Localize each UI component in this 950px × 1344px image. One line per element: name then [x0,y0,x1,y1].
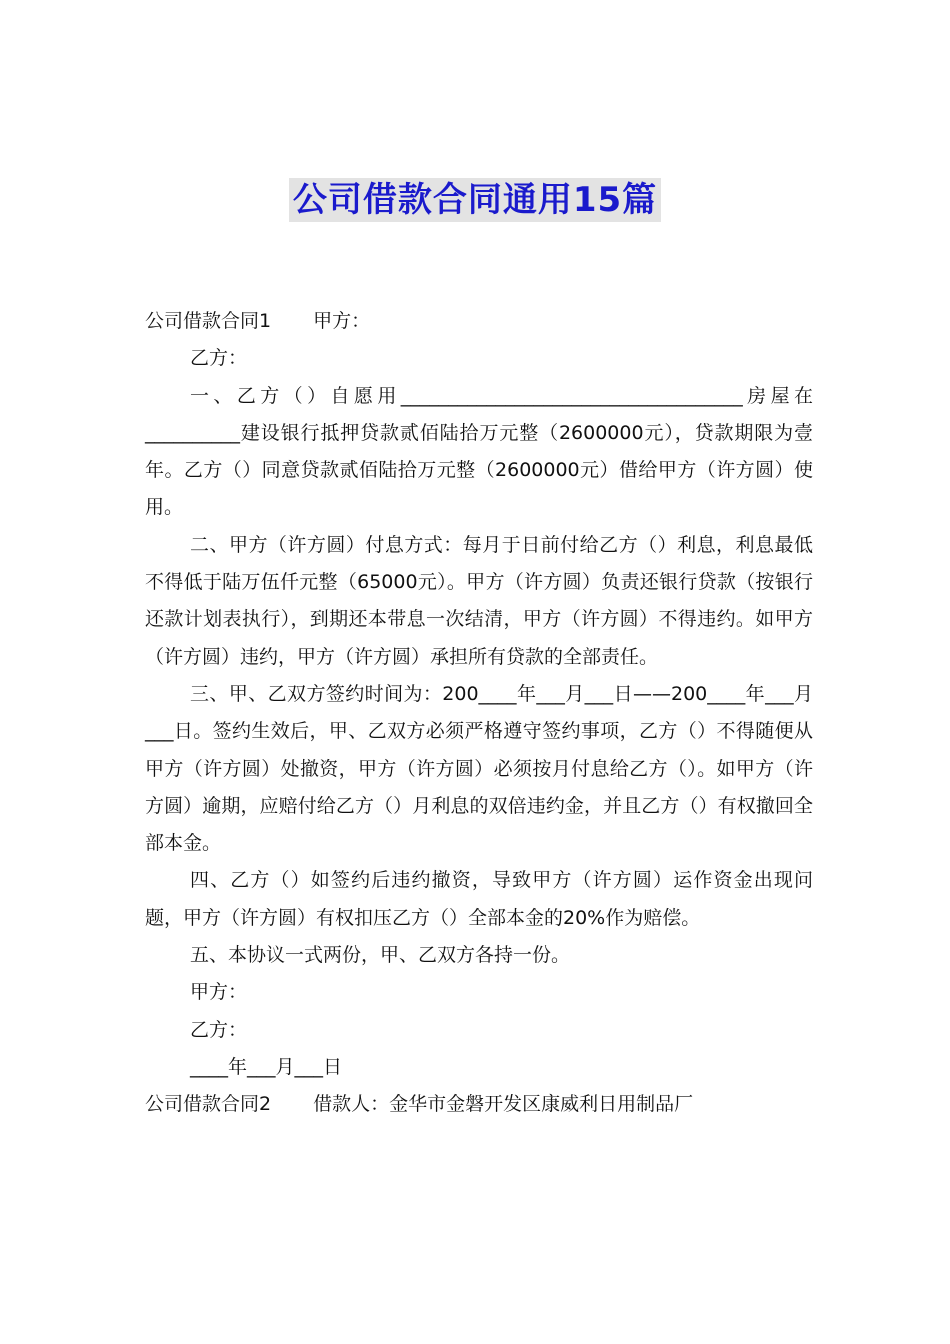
contract1-heading-line [145,303,813,340]
signature-party-b: 乙方： [190,1018,248,1041]
contract2-borrower: 借款人：金华市金磐开发区康威利日用制品厂 [313,1093,694,1116]
clause-3: 三、甲、乙双方签约时间为：200____年___月___日——200____年___月___日。签约生效后，甲、乙双方必须严格遵守签约事项，乙方（）不得随便从甲方（许方圆）处撤资，甲方（许方圆）必须按月付息给乙方（）。如甲方（许方圆）逾期，应赔付给乙方（）月利息的双倍违约金，并且乙方（）有权撤回全部本金。 [145,682,813,855]
document-body [145,303,813,1124]
contract2-heading-line [145,1086,813,1123]
contract1-heading: 公司借款合同1 [145,310,272,332]
contract2-heading: 公司借款合同2 [145,1093,272,1116]
signature-date: ____年___月___日 [190,1055,343,1078]
party-a-label: 甲方： [313,310,371,332]
clause-4: 四、乙方（）如签约后违约撤资，导致甲方（许方圆）运作资金出现问题，甲方（许方圆）有权扣压乙方（）全部本金的20%作为赔偿。 [145,869,813,929]
party-b-label: 乙方： [190,347,248,370]
document-title: 公司借款合同通用15篇 [289,178,661,222]
clause-1: 一、乙方（）自愿用____________________________________房屋在__________建设银行抵押贷款贰佰陆拾万元整（2600000元），贷款期限为壹年。乙方（）同意贷款贰佰陆拾万元整（2600000元）借给甲方（许方圆）使用。 [145,384,813,519]
clause-2: 二、甲方（许方圆）付息方式：每月于日前付给乙方（）利息，利息最低不得低于陆万伍仟元整（65000元）。甲方（许方圆）负责还银行贷款（按银行还款计划表执行），到期还本带息一次结清，甲方（许方圆）不得违约。如甲方（许方圆）违约，甲方（许方圆）承担所有贷款的全部责任。 [145,533,813,668]
signature-party-a: 甲方： [190,981,248,1004]
clause-5: 五、本协议一式两份，甲、乙双方各持一份。 [190,944,571,967]
title-area [0,178,950,222]
